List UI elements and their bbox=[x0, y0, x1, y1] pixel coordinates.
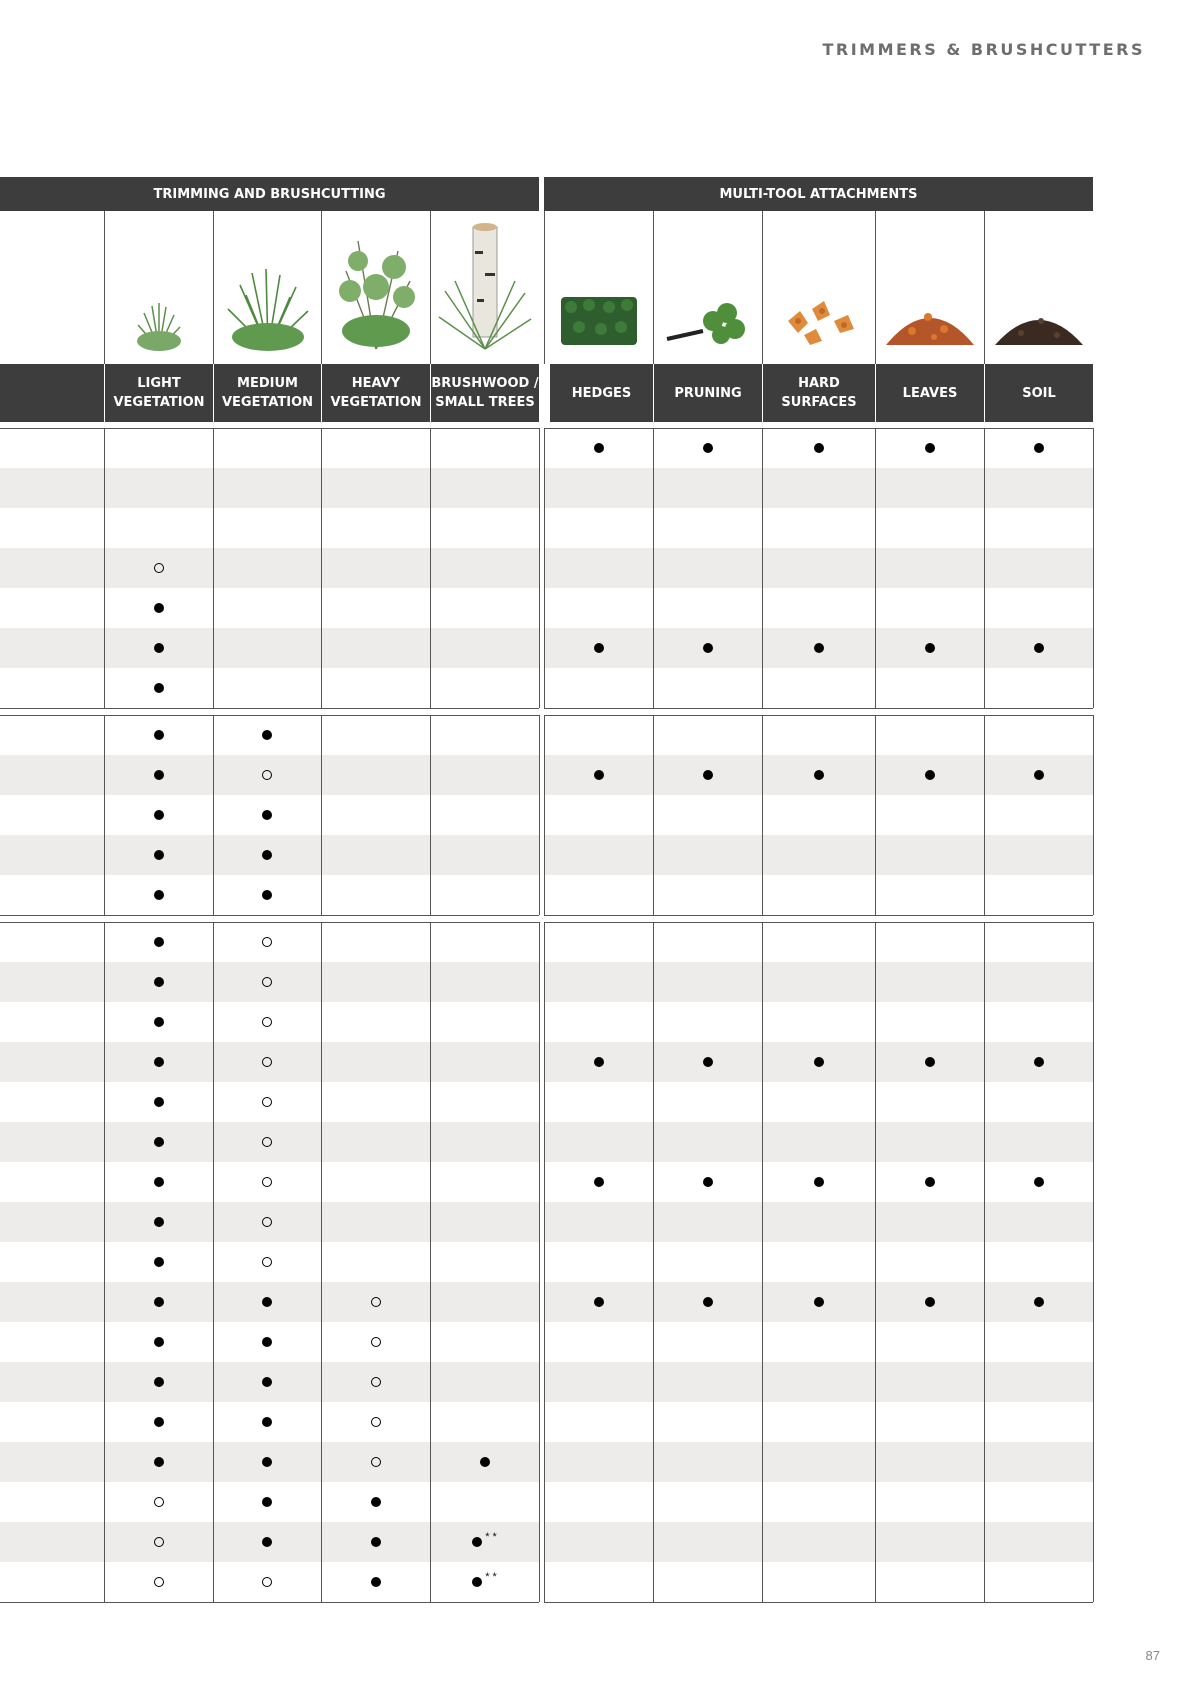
rating-mark bbox=[217, 1042, 317, 1082]
grid-line bbox=[762, 715, 763, 915]
full-dot-icon bbox=[814, 770, 824, 780]
full-dot-icon bbox=[154, 1297, 164, 1307]
full-dot-icon bbox=[154, 1457, 164, 1467]
rating-mark bbox=[549, 1282, 649, 1322]
footnote-marker: * * bbox=[485, 1531, 497, 1543]
rating-mark bbox=[549, 755, 649, 795]
full-dot-icon bbox=[594, 1297, 604, 1307]
open-dot-icon bbox=[154, 1497, 164, 1507]
full-dot-icon bbox=[154, 770, 164, 780]
rating-mark bbox=[109, 1202, 209, 1242]
full-dot-icon bbox=[371, 1577, 381, 1587]
grid-line bbox=[544, 715, 545, 915]
rating-mark bbox=[326, 1522, 426, 1562]
rating-mark bbox=[989, 1042, 1089, 1082]
open-dot-icon bbox=[262, 1217, 272, 1227]
image-cell-pruning bbox=[653, 211, 762, 364]
full-dot-icon bbox=[472, 1577, 482, 1587]
full-dot-icon bbox=[154, 730, 164, 740]
rating-mark bbox=[658, 628, 758, 668]
row-label-header bbox=[0, 364, 104, 422]
group-gap bbox=[539, 177, 544, 422]
grid-line bbox=[321, 922, 322, 1602]
rating-mark bbox=[109, 548, 209, 588]
rating-mark bbox=[989, 428, 1089, 468]
full-dot-icon bbox=[154, 1177, 164, 1187]
open-dot-icon bbox=[371, 1297, 381, 1307]
group-gap bbox=[540, 922, 544, 1602]
image-cell-brush bbox=[430, 211, 539, 364]
grid-line bbox=[213, 922, 214, 1602]
full-dot-icon bbox=[262, 730, 272, 740]
open-dot-icon bbox=[154, 1537, 164, 1547]
rating-mark bbox=[326, 1322, 426, 1362]
grid-line bbox=[321, 715, 322, 915]
image-cell-hedges bbox=[544, 211, 653, 364]
table-row bbox=[0, 468, 1093, 508]
hedges-image bbox=[557, 291, 641, 356]
rating-mark bbox=[769, 628, 869, 668]
grid-line bbox=[544, 708, 1093, 709]
rating-mark bbox=[217, 755, 317, 795]
open-dot-icon bbox=[262, 770, 272, 780]
full-dot-icon bbox=[472, 1537, 482, 1547]
rating-mark bbox=[109, 1482, 209, 1522]
full-dot-icon bbox=[262, 1457, 272, 1467]
full-dot-icon bbox=[154, 1337, 164, 1347]
grid-line bbox=[544, 922, 1093, 923]
rating-mark bbox=[217, 715, 317, 755]
rating-mark bbox=[549, 628, 649, 668]
full-dot-icon bbox=[814, 643, 824, 653]
rating-mark bbox=[109, 1002, 209, 1042]
column-label: HARD SURFACES bbox=[781, 376, 857, 410]
rating-mark bbox=[880, 628, 980, 668]
open-dot-icon bbox=[371, 1337, 381, 1347]
full-dot-icon bbox=[594, 1057, 604, 1067]
rating-mark bbox=[217, 1442, 317, 1482]
rating-mark bbox=[217, 1522, 317, 1562]
table-row bbox=[0, 508, 1093, 548]
open-dot-icon bbox=[262, 1257, 272, 1267]
rating-mark bbox=[880, 755, 980, 795]
rating-mark bbox=[217, 1362, 317, 1402]
rating-mark bbox=[880, 1162, 980, 1202]
rating-mark bbox=[880, 428, 980, 468]
full-dot-icon bbox=[154, 1057, 164, 1067]
open-dot-icon bbox=[371, 1417, 381, 1427]
full-dot-icon bbox=[703, 1297, 713, 1307]
open-dot-icon bbox=[262, 1057, 272, 1067]
light-vegetation-image bbox=[124, 291, 194, 356]
full-dot-icon bbox=[703, 1057, 713, 1067]
grid-line bbox=[875, 428, 876, 708]
grid-line bbox=[321, 428, 322, 708]
image-cell-soil bbox=[984, 211, 1093, 364]
rating-mark bbox=[109, 1162, 209, 1202]
column-label: HEDGES bbox=[571, 385, 632, 401]
rating-mark bbox=[658, 1282, 758, 1322]
open-dot-icon bbox=[262, 1017, 272, 1027]
full-dot-icon bbox=[154, 643, 164, 653]
rating-mark bbox=[769, 1162, 869, 1202]
rating-mark bbox=[435, 1522, 535, 1562]
grid-line bbox=[653, 428, 654, 708]
full-dot-icon bbox=[925, 643, 935, 653]
rating-mark bbox=[217, 1242, 317, 1282]
open-dot-icon bbox=[262, 1137, 272, 1147]
rating-mark bbox=[217, 1402, 317, 1442]
full-dot-icon bbox=[925, 770, 935, 780]
group-header-multitool: MULTI-TOOL ATTACHMENTS bbox=[544, 177, 1093, 211]
column-label: LIGHT VEGETATION bbox=[113, 376, 205, 410]
open-dot-icon bbox=[262, 977, 272, 987]
full-dot-icon bbox=[925, 443, 935, 453]
grid-line bbox=[430, 428, 431, 708]
footnote-marker: * * bbox=[485, 1571, 497, 1583]
image-cell-hard bbox=[762, 211, 875, 364]
rating-mark bbox=[435, 1442, 535, 1482]
full-dot-icon bbox=[1034, 770, 1044, 780]
grid-line bbox=[0, 915, 539, 916]
rating-mark bbox=[109, 1362, 209, 1402]
full-dot-icon bbox=[480, 1457, 490, 1467]
grid-line bbox=[0, 428, 539, 429]
rating-mark bbox=[217, 1002, 317, 1042]
rating-mark bbox=[989, 1162, 1089, 1202]
rating-mark bbox=[217, 1122, 317, 1162]
soil-image bbox=[991, 291, 1087, 356]
open-dot-icon bbox=[371, 1457, 381, 1467]
full-dot-icon bbox=[703, 770, 713, 780]
grid-line bbox=[544, 1602, 1093, 1603]
full-dot-icon bbox=[925, 1057, 935, 1067]
grid-line bbox=[544, 428, 1093, 429]
rating-mark bbox=[549, 1042, 649, 1082]
rating-mark bbox=[549, 428, 649, 468]
full-dot-icon bbox=[154, 850, 164, 860]
full-dot-icon bbox=[1034, 1177, 1044, 1187]
open-dot-icon bbox=[371, 1377, 381, 1387]
rating-mark bbox=[769, 1042, 869, 1082]
rating-mark bbox=[217, 795, 317, 835]
rating-mark bbox=[658, 1042, 758, 1082]
full-dot-icon bbox=[703, 643, 713, 653]
full-dot-icon bbox=[154, 1137, 164, 1147]
rating-mark bbox=[109, 755, 209, 795]
grid-line bbox=[430, 715, 431, 915]
image-cell-blank bbox=[0, 211, 104, 364]
column-header-heavy bbox=[321, 364, 430, 422]
open-dot-icon bbox=[262, 1577, 272, 1587]
full-dot-icon bbox=[154, 937, 164, 947]
rating-mark bbox=[989, 755, 1089, 795]
column-label: LEAVES bbox=[902, 385, 958, 401]
rating-mark bbox=[109, 1042, 209, 1082]
open-dot-icon bbox=[154, 563, 164, 573]
hard-surfaces-image bbox=[774, 291, 864, 356]
grid-line bbox=[544, 922, 545, 1602]
image-cell-leaves bbox=[875, 211, 984, 364]
full-dot-icon bbox=[703, 443, 713, 453]
column-header-hedges bbox=[544, 364, 653, 422]
full-dot-icon bbox=[154, 683, 164, 693]
grid-line bbox=[544, 428, 545, 708]
rating-mark bbox=[217, 1322, 317, 1362]
column-header-pruning bbox=[653, 364, 762, 422]
grid-line bbox=[984, 428, 985, 708]
rating-mark bbox=[109, 1402, 209, 1442]
full-dot-icon bbox=[703, 1177, 713, 1187]
full-dot-icon bbox=[154, 1377, 164, 1387]
full-dot-icon bbox=[1034, 643, 1044, 653]
full-dot-icon bbox=[371, 1537, 381, 1547]
column-header-leaves bbox=[875, 364, 984, 422]
rating-mark bbox=[109, 1282, 209, 1322]
grid-line bbox=[0, 1602, 539, 1603]
full-dot-icon bbox=[262, 1537, 272, 1547]
grid-line bbox=[984, 715, 985, 915]
full-dot-icon bbox=[814, 1297, 824, 1307]
rating-mark bbox=[109, 1562, 209, 1602]
open-dot-icon bbox=[154, 1577, 164, 1587]
rating-mark bbox=[109, 1442, 209, 1482]
grid-line bbox=[653, 922, 654, 1602]
grid-line bbox=[875, 715, 876, 915]
full-dot-icon bbox=[814, 1057, 824, 1067]
full-dot-icon bbox=[1034, 1297, 1044, 1307]
full-dot-icon bbox=[154, 1217, 164, 1227]
pruning-image bbox=[663, 291, 753, 356]
column-label: MEDIUM VEGETATION bbox=[221, 376, 314, 410]
leaves-image bbox=[882, 291, 978, 356]
full-dot-icon bbox=[262, 1417, 272, 1427]
grid-line bbox=[104, 715, 105, 915]
full-dot-icon bbox=[814, 1177, 824, 1187]
rating-mark bbox=[880, 1282, 980, 1322]
rating-mark bbox=[109, 875, 209, 915]
full-dot-icon bbox=[371, 1497, 381, 1507]
grid-line bbox=[1093, 715, 1094, 915]
image-cell-light bbox=[104, 211, 213, 364]
grid-line bbox=[430, 922, 431, 1602]
rating-mark bbox=[109, 922, 209, 962]
full-dot-icon bbox=[262, 1297, 272, 1307]
rating-mark bbox=[326, 1282, 426, 1322]
heavy-vegetation-image bbox=[328, 231, 424, 356]
full-dot-icon bbox=[154, 1017, 164, 1027]
column-label: HEAVY VEGETATION bbox=[330, 376, 422, 410]
grid-line bbox=[875, 922, 876, 1602]
rating-mark bbox=[326, 1482, 426, 1522]
rating-mark bbox=[109, 795, 209, 835]
rating-mark bbox=[326, 1362, 426, 1402]
rating-mark bbox=[658, 755, 758, 795]
column-header-hard bbox=[762, 364, 875, 422]
rating-mark bbox=[109, 1322, 209, 1362]
rating-mark bbox=[109, 1522, 209, 1562]
rating-mark bbox=[109, 962, 209, 1002]
open-dot-icon bbox=[262, 937, 272, 947]
full-dot-icon bbox=[262, 1497, 272, 1507]
rating-mark bbox=[217, 875, 317, 915]
rating-mark bbox=[769, 1282, 869, 1322]
rating-mark bbox=[217, 835, 317, 875]
rating-mark bbox=[769, 428, 869, 468]
rating-mark bbox=[217, 1282, 317, 1322]
rating-mark bbox=[217, 962, 317, 1002]
column-header-light bbox=[104, 364, 213, 422]
full-dot-icon bbox=[154, 603, 164, 613]
full-dot-icon bbox=[262, 810, 272, 820]
column-label: PRUNING bbox=[674, 385, 742, 401]
full-dot-icon bbox=[262, 890, 272, 900]
rating-mark bbox=[217, 1162, 317, 1202]
rating-mark bbox=[880, 1042, 980, 1082]
page-number: 87 bbox=[1145, 1648, 1160, 1663]
column-header-brush bbox=[430, 364, 539, 422]
grid-line bbox=[1093, 428, 1094, 708]
full-dot-icon bbox=[154, 977, 164, 987]
rating-mark bbox=[217, 1482, 317, 1522]
full-dot-icon bbox=[262, 850, 272, 860]
rating-mark bbox=[549, 1162, 649, 1202]
rating-mark bbox=[769, 755, 869, 795]
grid-line bbox=[762, 428, 763, 708]
rating-mark bbox=[109, 628, 209, 668]
group-gap bbox=[540, 715, 544, 915]
full-dot-icon bbox=[154, 1097, 164, 1107]
grid-line bbox=[104, 428, 105, 708]
rating-mark bbox=[326, 1562, 426, 1602]
column-header-soil bbox=[984, 364, 1093, 422]
rating-mark bbox=[217, 1202, 317, 1242]
brushwood-image bbox=[435, 221, 535, 356]
column-label: BRUSHWOOD / SMALL TREES bbox=[431, 376, 539, 410]
grid-line bbox=[104, 922, 105, 1602]
image-cell-medium bbox=[213, 211, 321, 364]
grid-line bbox=[0, 922, 539, 923]
medium-vegetation-image bbox=[220, 265, 316, 356]
rating-mark bbox=[109, 1242, 209, 1282]
open-dot-icon bbox=[262, 1177, 272, 1187]
column-label: SOIL bbox=[1022, 385, 1056, 401]
rating-mark bbox=[217, 1562, 317, 1602]
rating-mark bbox=[109, 668, 209, 708]
section-title: TRIMMERS & BRUSHCUTTERS bbox=[822, 40, 1145, 59]
rating-mark bbox=[326, 1402, 426, 1442]
rating-mark bbox=[326, 1442, 426, 1482]
full-dot-icon bbox=[594, 1177, 604, 1187]
full-dot-icon bbox=[154, 1417, 164, 1427]
rating-mark bbox=[217, 922, 317, 962]
full-dot-icon bbox=[594, 770, 604, 780]
full-dot-icon bbox=[154, 890, 164, 900]
full-dot-icon bbox=[154, 1257, 164, 1267]
image-cell-heavy bbox=[321, 211, 430, 364]
rating-mark bbox=[109, 1082, 209, 1122]
grid-line bbox=[544, 915, 1093, 916]
rating-mark bbox=[109, 715, 209, 755]
grid-line bbox=[213, 715, 214, 915]
rating-mark bbox=[109, 1122, 209, 1162]
grid-line bbox=[0, 708, 539, 709]
grid-line bbox=[653, 715, 654, 915]
rating-mark bbox=[658, 1162, 758, 1202]
full-dot-icon bbox=[1034, 1057, 1044, 1067]
open-dot-icon bbox=[262, 1097, 272, 1107]
grid-line bbox=[762, 922, 763, 1602]
grid-line bbox=[544, 715, 1093, 716]
full-dot-icon bbox=[814, 443, 824, 453]
full-dot-icon bbox=[154, 810, 164, 820]
rating-mark bbox=[658, 428, 758, 468]
rating-mark bbox=[435, 1562, 535, 1602]
full-dot-icon bbox=[594, 643, 604, 653]
grid-line bbox=[1093, 922, 1094, 1602]
full-dot-icon bbox=[925, 1297, 935, 1307]
full-dot-icon bbox=[262, 1337, 272, 1347]
group-header-trimming: TRIMMING AND BRUSHCUTTING bbox=[0, 177, 539, 211]
column-header-medium bbox=[213, 364, 321, 422]
full-dot-icon bbox=[925, 1177, 935, 1187]
full-dot-icon bbox=[262, 1377, 272, 1387]
rating-mark bbox=[217, 1082, 317, 1122]
rating-mark bbox=[109, 588, 209, 628]
rating-mark bbox=[989, 1282, 1089, 1322]
rating-mark bbox=[109, 835, 209, 875]
full-dot-icon bbox=[1034, 443, 1044, 453]
grid-line bbox=[213, 428, 214, 708]
grid-line bbox=[0, 715, 539, 716]
group-gap bbox=[540, 428, 544, 708]
full-dot-icon bbox=[594, 443, 604, 453]
rating-mark bbox=[989, 628, 1089, 668]
grid-line bbox=[984, 922, 985, 1602]
